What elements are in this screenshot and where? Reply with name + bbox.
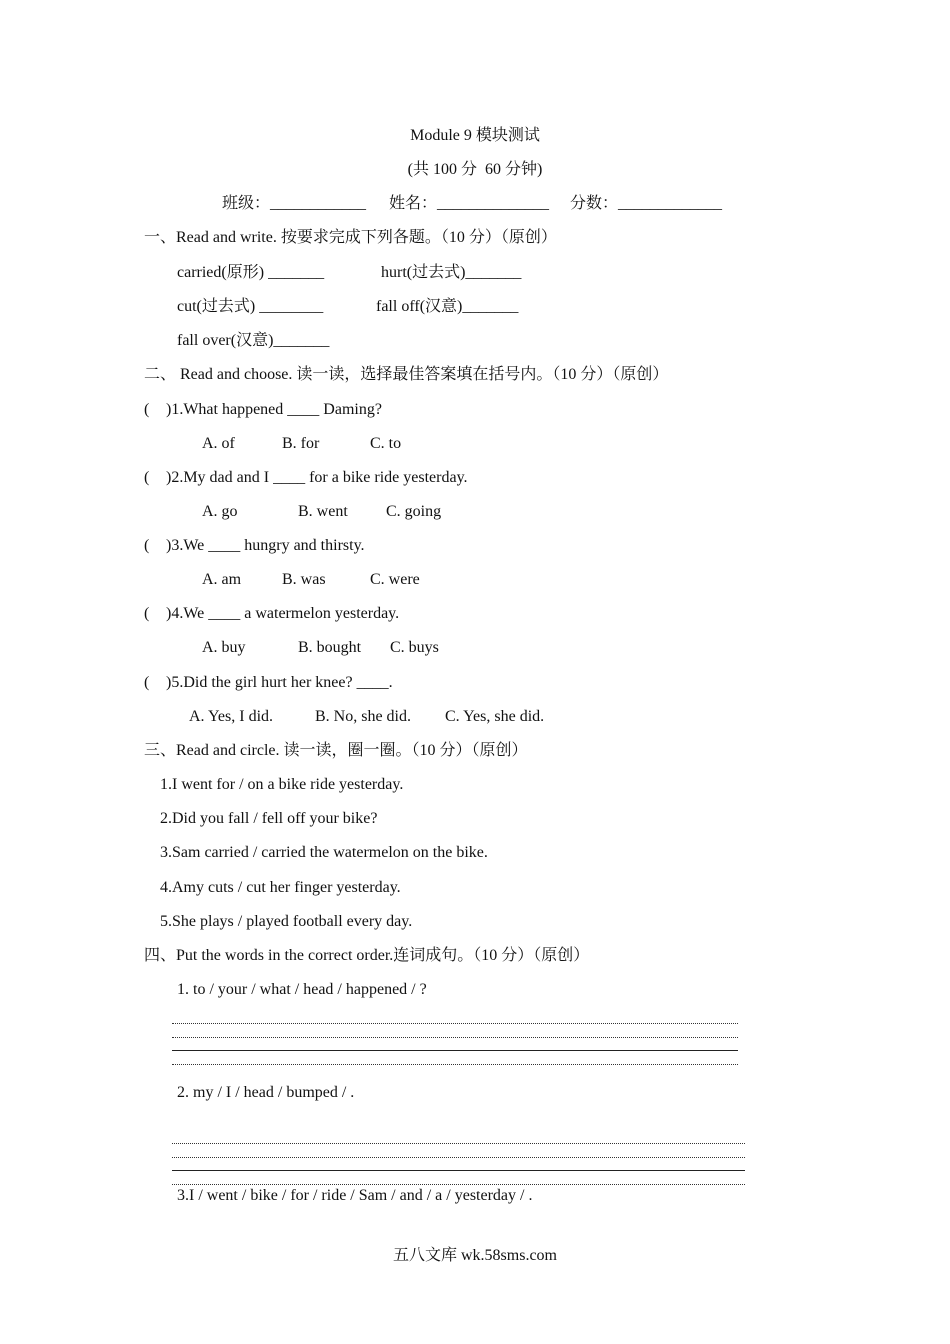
option-c: C. to bbox=[370, 435, 402, 452]
footer-watermark: 五八文库 wk.58sms.com bbox=[392, 1247, 557, 1264]
answer-paren: ( bbox=[144, 674, 150, 691]
answer-paren: ( bbox=[144, 537, 150, 554]
writing-line bbox=[172, 1184, 745, 1185]
name-field: 姓名：______________ bbox=[389, 195, 550, 212]
answer-paren: ( bbox=[144, 469, 150, 486]
part1-item: carried(原形) _______ bbox=[177, 264, 325, 281]
part1-heading: 一、Read and write. 按要求完成下列各题。（10 分）（原创） bbox=[144, 229, 557, 246]
question-stem: )4.We ____ a watermelon yesterday. bbox=[166, 605, 400, 622]
part3-item: 5.She plays / played football every day. bbox=[160, 913, 413, 930]
question-stem: )5.Did the girl hurt her knee? ____. bbox=[166, 674, 393, 691]
answer-paren: ( bbox=[144, 605, 150, 622]
writing-line bbox=[172, 1170, 745, 1171]
page-subtitle: (共 100 分 60 分钟) bbox=[407, 161, 543, 178]
score-field: 分数：_____________ bbox=[570, 195, 723, 212]
option-b: B. for bbox=[282, 435, 320, 452]
option-c: C. buys bbox=[390, 639, 439, 656]
part1-item: fall off(汉意)_______ bbox=[376, 298, 519, 315]
part3-item: 4.Amy cuts / cut her finger yesterday. bbox=[160, 879, 401, 896]
writing-line bbox=[172, 1064, 738, 1065]
page-title: Module 9 模块测试 bbox=[410, 127, 540, 144]
question-stem: )1.What happened ____ Daming? bbox=[166, 401, 382, 418]
option-c: C. were bbox=[370, 571, 420, 588]
part3-item: 1.I went for / on a bike ride yesterday. bbox=[160, 776, 404, 793]
part4-item: 2. my / I / head / bumped / . bbox=[177, 1084, 355, 1101]
option-b: B. No, she did. bbox=[315, 708, 411, 725]
part2-heading: 二、 Read and choose. 读一读，选择最佳答案填在括号内。（10 分）（原创） bbox=[144, 366, 669, 383]
part4-item: 3.I / went / bike / for / ride / Sam / and / a / yesterday / . bbox=[177, 1187, 533, 1204]
option-c: C. going bbox=[386, 503, 442, 520]
question-stem: )2.My dad and I ____ for a bike ride yesterday. bbox=[166, 469, 468, 486]
part1-item: cut(过去式) ________ bbox=[177, 298, 324, 315]
option-a: A. go bbox=[202, 503, 238, 520]
part3-item: 3.Sam carried / carried the watermelon on the bike. bbox=[160, 844, 488, 861]
class-field: 班级：____________ bbox=[222, 195, 367, 212]
part3-heading: 三、Read and circle. 读一读，圈一圈。（10 分）（原创） bbox=[144, 742, 528, 759]
answer-paren: ( bbox=[144, 401, 150, 418]
option-b: B. was bbox=[282, 571, 326, 588]
part1-item: hurt(过去式)_______ bbox=[381, 264, 522, 281]
part3-item: 2.Did you fall / fell off your bike? bbox=[160, 810, 378, 827]
writing-line bbox=[172, 1037, 738, 1038]
question-stem: )3.We ____ hungry and thirsty. bbox=[166, 537, 365, 554]
writing-line bbox=[172, 1023, 738, 1024]
option-a: A. buy bbox=[202, 639, 246, 656]
part4-item: 1. to / your / what / head / happened / ? bbox=[177, 981, 427, 998]
option-a: A. am bbox=[202, 571, 242, 588]
option-a: A. Yes, I did. bbox=[189, 708, 274, 725]
option-c: C. Yes, she did. bbox=[445, 708, 545, 725]
option-a: A. of bbox=[202, 435, 235, 452]
writing-line bbox=[172, 1157, 745, 1158]
option-b: B. went bbox=[298, 503, 348, 520]
part1-item: fall over(汉意)_______ bbox=[177, 332, 330, 349]
writing-line bbox=[172, 1050, 738, 1051]
part4-heading: 四、Put the words in the correct order.连词成句。（10 分）（原创） bbox=[144, 947, 590, 964]
option-b: B. bought bbox=[298, 639, 362, 656]
writing-line bbox=[172, 1143, 745, 1144]
